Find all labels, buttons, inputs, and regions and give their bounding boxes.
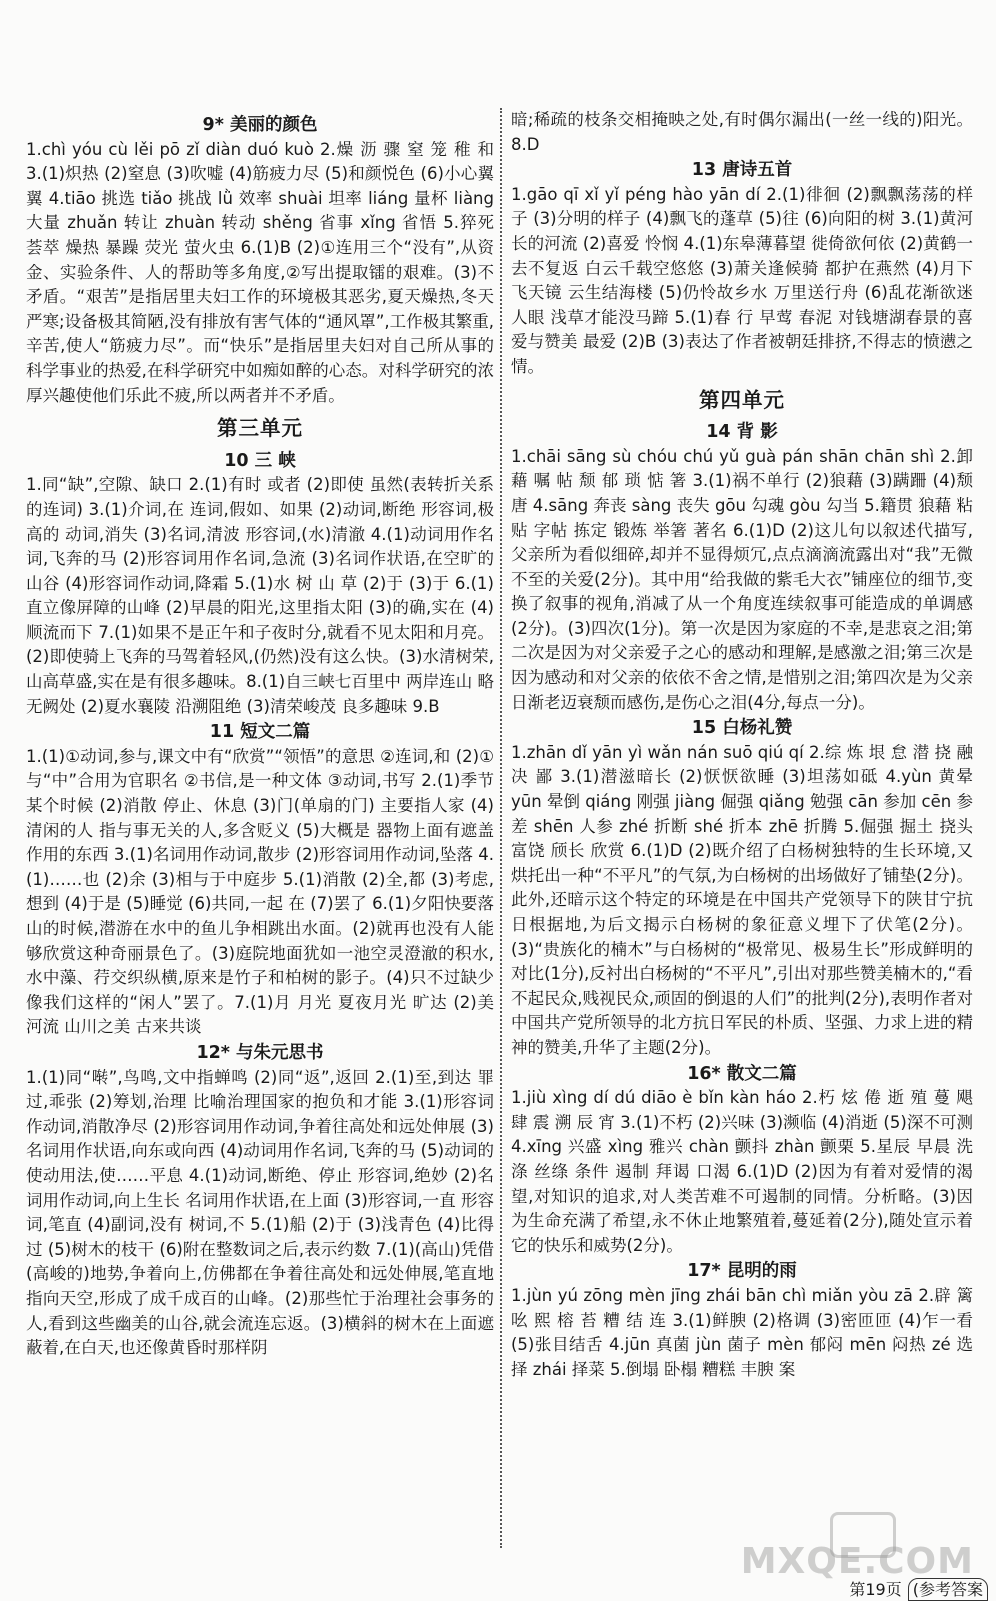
left-column bbox=[26, 112, 494, 1361]
answer-text: 1.(1)同“啭”,鸟鸣,文中指蝉鸣 (2)同“返”,返回 2.(1)至,到达 罪过,乖张 (2)筹划,治理 比喻治理国家的抱负和才能 3.(1)形容词作动词,消散净尽 (2)形容词用作动词,争着往高处和远处伸展 (3)名词用作状语,向东或向西 (4)动词用作名词,飞奔的马 (5)动词的使动用法,使……平息 4.(1)动词,断绝、停止 形容词,绝妙 (2)名词用作动词,向上生长 名词用作状语,在上面 (3)形容词,一直 形容词,笔直 (4)副词,没有 树词,不 5.(1)船 (2)于 (3)浅青色 (4)比得过 (5)树木的枝干 (6)附在整数词之后,表示约数 7.(1)(高山)凭借(高峻的)地势,争着向上,仿佛都在争着往高处和远处伸展,笔直地指向天空,形成了成千成百的山峰。(2)那些忙于治理社会事务的人,看到这些幽美的山谷,就会流连忘返。(3)横斜的树木在上面遮蔽着,在白天,也还像黄昏时那样阴 bbox=[26, 1067, 494, 1358]
lesson-title: 14 背 影 bbox=[706, 422, 778, 443]
lesson-title: 15 白杨礼赞 bbox=[691, 718, 793, 739]
page-footer bbox=[849, 1580, 988, 1600]
answer-text: 1.zhān dǐ yān yì wǎn nán suō qiú qí 2.综 炼 垠 怠 潜 挠 融 决 鄙 3.(1)潜滋暗长 (2)恹恹欲睡 (3)坦荡如砥 4.yùn 黄晕 yūn 晕倒 qiáng 刚强 jiàng 倔强 qiǎng 勉强 cān 参加 cēn 参差 shēn 人参 zhé 折断 shé 折本 zhē 折腾 5.倔强 掘土 挠头 富饶 颀长 欣赏 6.(1)D (2)既介绍了白杨树独特的生长环境,又烘托出一种“不平凡”的气氛,为白杨树的出场做好了铺垫(2分)。此外,还暗示这个特定的环境是在中国共产党领导下的陕甘宁抗日根据地,为后文揭示白杨树的象征意义埋下了伏笔(2分)。(3)“贵族化的楠木”与白杨树的“极常见、极易生长”形成鲜明的对比(1分),反衬出白杨树的“不平凡”,引出对那些赞美楠木的,“看不起民众,贱视民众,顽固的倒退的人们”的批判(2分),表明作者对中国共产党所领导的北方抗日军民的朴质、坚强、力求上进的精神的赞美,升华了主题(2分)。 bbox=[511, 742, 973, 1057]
answer-tag: (参考答案 bbox=[908, 1578, 988, 1601]
page-number: 第19页 bbox=[849, 1580, 902, 1599]
answer-text: 1.chì yóu cù lěi pō zǐ diàn duó kuò 2.燥 沥 骤 窒 笼 稚 和 3.(1)炽热 (2)窒息 (3)吹嘘 (4)筋疲力尽 (5)和颜悦色 (6)小心翼翼 4.tiāo 挑选 tiǎo 挑战 lǜ 效率 shuài 坦率 liáng 量杯 liàng 大量 zhuǎn 转让 zhuàn 转动 shěng 省事 xǐng 省悟 5.猝死 荟萃 燥热 暴躁 荧光 萤火虫 6.(1)B (2)①连用三个“没有”,从资金、实验条件、人的帮助等多角度,②写出提取镭的艰难。(3)不矛盾。“艰苦”是指居里夫妇工作的环境极其恶劣,夏天燥热,冬天严寒;设备极其简陋,没有排放有害气体的“通风罩”,工作极其繁重,辛苦,使人“筋疲力尽”。而“快乐”是指居里夫妇对自己所从事的科学事业的热爱,在科学研究中如痴如醉的心态。对科学研究的浓厚兴趣使他们乐此不疲,所以两者并不矛盾。 bbox=[26, 139, 494, 405]
lesson-title: 12* 与朱元思书 bbox=[196, 1042, 324, 1063]
lesson-title: 13 唐诗五首 bbox=[691, 160, 793, 181]
answer-text: 1.chāi sāng sù chóu chú yǔ guà pán shān chān shì 2.卸 藉 嘱 帖 颓 郁 琐 惦 箸 3.(1)祸不单行 (2)狼藉 (3)蹒跚 (4)颓唐 4.sāng 奔丧 sàng 丧失 gōu 勾魂 gòu 勾当 5.籍贯 狼藉 粘贴 字帖 拣定 锻炼 举箸 著名 6.(1)D (2)这儿句以叙述代描写,父亲所为看似细碎,却并不显得烦冗,点点滴滴流露出对“我”无微不至的关爱(2分)。其中用“给我做的紫毛大衣”铺座位的细节,变换了叙事的视角,消减了从一个角度连续叙事可能造成的单调感(2分)。(3)四次(1分)。第一次是因为家庭的不幸,是悲哀之泪;第二次是因为对父亲爱子之心的感动和理解,是感激之泪;第三次是因为感动和对父亲的依依不舍之情,是惜别之泪;第四次是为父亲日渐老迈衰颓而感伤,是伤心之泪(4分,每点一分)。 bbox=[511, 446, 973, 712]
right-column bbox=[511, 108, 973, 1382]
answer-text: 1.同“缺”,空隙、缺口 2.(1)有时 或者 (2)即使 虽然(表转折关系的连词) 3.(1)介词,在 连词,假如、如果 (2)动词,断绝 形容词,极高的 动词,消失 (3)名词,清波 形容词,(水)清澈 4.(1)动词用作名词,飞奔的马 (2)形容词用作名词,急流 (3)名词作状语,在空旷的山谷 (4)形容词作动词,降霜 5.(1)水 树 山 草 (2)于 (3)于 6.(1)直立像屏障的山峰 (2)早晨的阳光,这里指太阳 (3)的确,实在 (4)顺流而下 7.(1)如果不是正午和子夜时分,就看不见太阳和月亮。(2)即使骑上飞奔的马驾着轻风,(仍然)没有这么快。(3)水清树荣,山高草盛,实在是有很多趣味。8.(1)自三峡七百里中 两岸连山 略无阙处 (2)夏水襄陵 沿溯阻绝 (3)清荣峻茂 良多趣味 9.B bbox=[26, 475, 494, 716]
lesson-title: 17* 昆明的雨 bbox=[687, 1261, 797, 1282]
lesson-title: 9* 美丽的颜色 bbox=[202, 115, 318, 135]
lesson-title: 11 短文二篇 bbox=[209, 722, 311, 743]
unit-title: 第四单元 bbox=[699, 387, 785, 412]
column-divider bbox=[500, 108, 502, 1548]
lesson-title: 16* 散文二篇 bbox=[687, 1063, 797, 1084]
answer-text: 1.gāo qī xǐ yǐ péng hào yān dí 2.(1)徘徊 (2)飘飘荡荡的样子 (3)分明的样子 (4)飘飞的蓬草 (5)往 (6)向阳的树 3.(1)黄河 长的河流 (2)喜爱 怜悯 4.(1)东皋薄暮望 徙倚欲何依 (2)黄鹤一去不复返 白云千载空悠悠 (3)萧关逢候骑 都护在燕然 (4)月下飞天镜 云生结海楼 (5)仍怜故乡水 万里送行舟 (6)乱花渐欲迷人眼 浅草才能没马蹄 5.(1)春 行 早莺 春泥 对钱塘湖春景的喜爱与赞美 最爱 (2)B (3)表达了作者被朝廷排挤,不得志的愤懑之情。 bbox=[511, 184, 973, 376]
watermark: MXQE.COM bbox=[740, 1541, 974, 1582]
answer-text: 1.jiù xìng dí dú diāo è bǐn kàn háo 2.朽 炫 倦 逝 殖 蔓 飓 肆 震 溯 辰 宵 3.(1)不朽 (2)兴味 (3)濒临 (4)消逝 (5)深不可测 4.xīng 兴盛 xìng 雅兴 chàn 颤抖 zhàn 颤栗 5.星辰 早晨 洗涤 丝绦 条件 遏制 拜谒 口渴 6.(1)D (2)因为有着对爱情的渴望,对知识的追求,对人类苦难不可遏制的同情。分析略。(3)因为生命充满了希望,永不休止地繁殖着,蔓延着(2分),随处宣示着它的快乐和威势(2分)。 bbox=[511, 1088, 973, 1255]
answer-text: 暗;稀疏的枝条交相掩映之处,有时偶尔漏出(一丝一线的)阳光。 8.D bbox=[511, 110, 973, 154]
answer-text: 1.jùn yú zōng mèn jīng zhái bān chì miǎn yòu zā 2.辟 篱 吆 熙 榕 苔 糟 结 连 3.(1)鲜腴 (2)格调 (3)密匝匝 (4)乍一看 (5)张目结舌 4.jūn 真菌 jùn 菌子 mèn 郁闷 mēn 闷热 zé 选择 zhái 择菜 5.倒塌 卧榻 糟糕 丰腴 案 bbox=[511, 1285, 973, 1379]
unit-title: 第三单元 bbox=[217, 416, 303, 441]
answer-text: 1.(1)①动词,参与,课文中有“欣赏”“领悟”的意思 ②连词,和 (2)①与“中”合用为官职名 ②书信,是一种文体 ③动词,书写 2.(1)季节 某个时候 (2)消散 停止、休息 (3)门(单扇的门) 主要指人家 (4)清闲的人 指与事无关的人,多含贬义 (5)大概是 器物上面有遮盖作用的东西 3.(1)名词用作动词,散步 (2)形容词用作动词,坠落 4.(1)……也 (2)余 (3)相与于中庭步 5.(1)消散 (2)全,都 (3)考虑,想到 (4)于是 (5)睡觉 (6)共同,一起 在 (7)罢了 6.(1)夕阳快要落山的时候,潜游在水中的鱼儿争相跳出水面。(2)就再也没有人能够欣赏这种奇丽景色了。(3)庭院地面犹如一池空灵澄澈的积水,水中藻、荇交织纵横,原来是竹子和柏树的影子。(4)只不过缺少像我们这样的“闲人”罢了。7.(1)月 月光 夏夜月光 旷达 (2)美 河流 山川之美 古来共谈 bbox=[26, 746, 494, 1037]
lesson-title: 10 三 峡 bbox=[224, 450, 296, 471]
